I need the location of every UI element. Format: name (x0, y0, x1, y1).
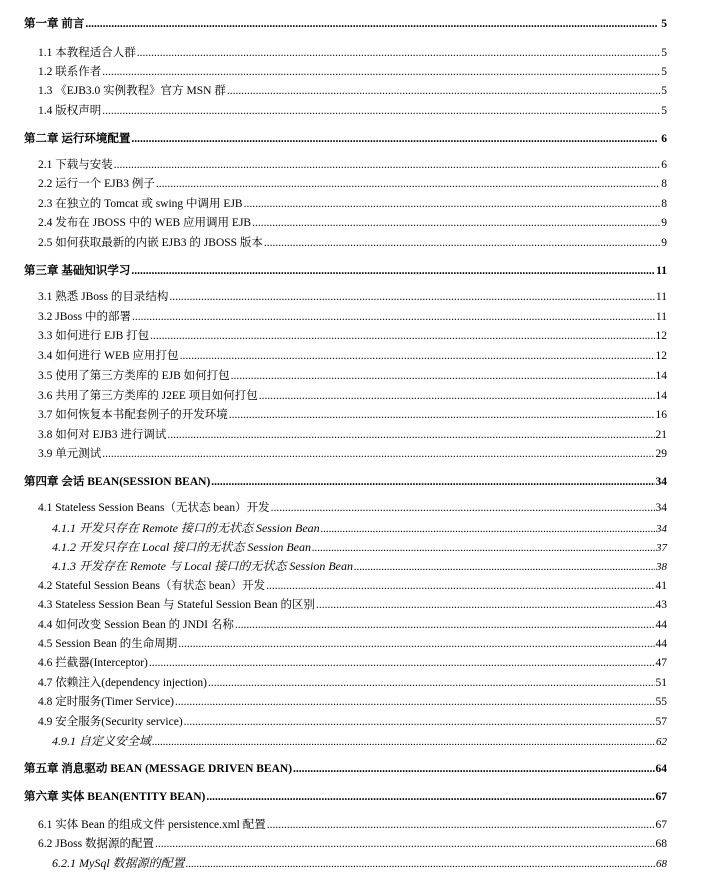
toc-section[interactable] (38, 175, 667, 191)
dot-leader (252, 217, 660, 229)
toc-section[interactable] (38, 387, 667, 403)
toc-section[interactable] (38, 654, 667, 670)
toc-entry-title: 2.4 发布在 JBOSS 中的 WEB 应用调用 EJB (38, 217, 252, 229)
toc-page-number: 37 (656, 542, 667, 554)
toc-entry-title: 2.1 下载与安装 (38, 159, 113, 171)
toc-page-number: 44 (655, 619, 667, 631)
dot-leader (180, 350, 655, 362)
toc-entry-title: 3.4 如何进行 WEB 应用打包 (38, 350, 179, 362)
toc-section[interactable] (38, 63, 667, 79)
toc-page-number: 57 (655, 716, 667, 728)
toc-page-number: 38 (656, 561, 667, 573)
toc-page-number: 51 (655, 677, 667, 689)
toc-section[interactable] (38, 445, 667, 461)
toc-section[interactable] (38, 406, 667, 422)
toc-entry-title: 1.1 本教程适合人群 (38, 47, 136, 59)
toc-section[interactable] (38, 635, 667, 651)
dot-leader (102, 66, 660, 78)
toc-entry-title: 4.8 定时服务(Timer Service) (38, 696, 174, 708)
toc-page-number: 6 (661, 133, 667, 145)
dot-leader (114, 159, 661, 171)
toc-page-number: 64 (655, 763, 667, 775)
toc-entry-title: 第三章 基础知识学习 (24, 265, 131, 277)
toc-entry-title: 2.2 运行一个 EJB3 例子 (38, 178, 155, 190)
toc-subsection[interactable] (52, 732, 667, 749)
toc-section[interactable] (38, 835, 667, 851)
toc-page-number: 9 (661, 217, 667, 229)
toc-section[interactable] (38, 214, 667, 230)
dot-leader (85, 18, 658, 30)
toc-page-number: 5 (661, 66, 667, 78)
toc-page-number: 62 (656, 736, 667, 748)
toc-entry-title: 6.1 实体 Bean 的组成文件 persistence.xml 配置 (38, 819, 266, 831)
dot-leader (186, 858, 655, 870)
toc-section[interactable] (38, 347, 667, 363)
toc-entry-title: 4.6 拦截器(Interceptor) (38, 657, 148, 669)
toc-section[interactable] (38, 816, 667, 832)
toc-section[interactable] (38, 693, 667, 709)
toc-page-number: 67 (655, 819, 667, 831)
toc-page-number: 8 (661, 178, 667, 190)
dot-leader (316, 599, 655, 611)
dot-leader (184, 716, 655, 728)
dot-leader (271, 502, 655, 514)
dot-leader (131, 265, 655, 277)
dot-leader (266, 580, 654, 592)
dot-leader (137, 47, 661, 59)
toc-entry-title: 4.2 Stateful Session Beans（有状态 bean）开发 (38, 580, 266, 592)
toc-entry-title: 3.7 如何恢复本书配套例子的开发环境 (38, 409, 228, 421)
toc-entry-title: 4.1 Stateless Session Beans（无状态 bean）开发 (38, 502, 270, 514)
dot-leader (152, 736, 655, 748)
toc-entry-title: 3.6 共用了第三方类库的 J2EE 项目如何打包 (38, 390, 258, 402)
toc-entry-title: 4.4 如何改变 Session Bean 的 JNDI 名称 (38, 619, 234, 631)
dot-leader (244, 198, 661, 210)
dot-leader (102, 105, 660, 117)
toc-page-number: 9 (661, 237, 667, 249)
toc-entry-title: 4.1.3 开发存在 Remote 与 Local 接口的无状态 Session Bean (52, 559, 353, 573)
toc-entry-title: 3.2 JBoss 中的部署 (38, 311, 131, 323)
toc-section[interactable] (38, 674, 667, 690)
toc-entry-title: 4.5 Session Bean 的生命周期 (38, 638, 178, 650)
toc-subsection[interactable] (52, 538, 667, 555)
toc-page-number: 11 (655, 291, 667, 303)
toc-entry-title: 1.3 《EJB3.0 实例教程》官方 MSN 群 (38, 85, 226, 97)
toc-section[interactable] (38, 156, 667, 172)
toc-section[interactable] (38, 616, 667, 632)
toc-section[interactable] (38, 44, 667, 60)
toc-page-number: 44 (655, 638, 667, 650)
toc-section[interactable] (38, 596, 667, 612)
dot-leader (178, 638, 654, 650)
toc-entry-title: 3.3 如何进行 EJB 打包 (38, 330, 150, 342)
toc-chapter[interactable] (24, 473, 667, 489)
toc-entry-title: 6.2 JBoss 数据源的配置 (38, 838, 154, 850)
toc-entry-title: 3.1 熟悉 JBoss 的目录结构 (38, 291, 169, 303)
toc-entry-title: 第五章 消息驱动 BEAN (MESSAGE DRIVEN BEAN) (24, 763, 293, 775)
toc-subsection[interactable] (52, 519, 667, 536)
toc-page-number: 55 (655, 696, 667, 708)
dot-leader (102, 448, 654, 460)
toc-page-number: 41 (655, 580, 667, 592)
toc-entry-title: 4.7 依赖注入(dependency injection) (38, 677, 207, 689)
toc-entry-title: 2.3 在独立的 Tomcat 或 swing 中调用 EJB (38, 198, 243, 210)
toc-chapter[interactable] (24, 262, 667, 278)
dot-leader (312, 542, 655, 554)
toc-section[interactable] (38, 327, 667, 343)
toc-entry-title: 第一章 前言 (24, 18, 85, 30)
toc-page-number: 12 (655, 350, 667, 362)
toc-page-number: 5 (661, 18, 667, 30)
toc-section[interactable] (38, 713, 667, 729)
toc-page-number: 6 (661, 159, 667, 171)
dot-leader (264, 237, 660, 249)
toc-page-number: 11 (655, 311, 667, 323)
toc-page-number: 5 (661, 105, 667, 117)
toc-entry-title: 3.5 使用了第三方类库的 EJB 如何打包 (38, 370, 230, 382)
dot-leader (293, 763, 654, 775)
toc-entry-title: 4.1.1 开发只存在 Remote 接口的无状态 Session Bean (52, 521, 320, 535)
toc-subsection[interactable] (52, 854, 667, 871)
toc-page-number: 5 (661, 47, 667, 59)
toc-page-number: 67 (655, 791, 667, 803)
dot-leader (267, 819, 655, 831)
toc-entry-title: 第四章 会话 BEAN(SESSION BEAN) (24, 476, 211, 488)
dot-leader (354, 561, 655, 573)
dot-leader (155, 838, 655, 850)
toc-page-number: 14 (655, 370, 667, 382)
toc-section[interactable] (38, 499, 667, 515)
toc-page-number: 43 (655, 599, 667, 611)
toc-section[interactable] (38, 234, 667, 250)
toc-entry-title: 第六章 实体 BEAN(ENTITY BEAN) (24, 791, 206, 803)
toc-chapter[interactable] (24, 788, 667, 804)
toc-page-number: 16 (655, 409, 667, 421)
toc-section[interactable] (38, 367, 667, 383)
toc-entry-title: 3.9 单元测试 (38, 448, 102, 460)
dot-leader (321, 523, 655, 535)
toc-entry-title: 6.2.1 MySql 数据源的配置 (52, 856, 185, 870)
toc-section[interactable] (38, 577, 667, 593)
toc-page-number: 47 (655, 657, 667, 669)
dot-leader (131, 133, 658, 145)
toc-entry-title: 4.1.2 开发只存在 Local 接口的无状态 Session Bean (52, 540, 311, 554)
toc-chapter[interactable] (24, 130, 667, 146)
dot-leader (206, 791, 654, 803)
toc-page-number: 5 (661, 85, 667, 97)
dot-leader (175, 696, 655, 708)
toc-entry-title: 4.9.1 自定义安全域 (52, 734, 152, 748)
dot-leader (211, 476, 654, 488)
toc-page-number: 34 (655, 502, 667, 514)
dot-leader (167, 429, 654, 441)
toc-page-number: 14 (655, 390, 667, 402)
toc-entry-title: 4.3 Stateless Session Bean 与 Stateful Session Bean 的区别 (38, 599, 315, 611)
dot-leader (235, 619, 655, 631)
toc-section[interactable] (38, 82, 667, 98)
toc-entry-title: 1.4 版权声明 (38, 105, 102, 117)
toc-page-number: 29 (655, 448, 667, 460)
toc-entry-title: 4.9 安全服务(Security service) (38, 716, 183, 728)
toc-chapter[interactable] (24, 15, 667, 31)
dot-leader (227, 85, 660, 97)
toc-page-number: 11 (656, 265, 667, 277)
toc-page-number: 34 (656, 523, 667, 535)
dot-leader (208, 677, 655, 689)
toc-entry-title: 1.2 联系作者 (38, 66, 102, 78)
dot-leader (169, 291, 655, 303)
toc-page-number: 12 (655, 330, 667, 342)
toc-entry-title: 第二章 运行环境配置 (24, 133, 131, 145)
dot-leader (231, 370, 655, 382)
toc-page-number: 68 (655, 838, 667, 850)
toc-section[interactable] (38, 195, 667, 211)
dot-leader (132, 311, 655, 323)
toc-page-number: 34 (655, 476, 667, 488)
toc-section[interactable] (38, 102, 667, 118)
toc-entry-title: 3.8 如何对 EJB3 进行调试 (38, 429, 167, 441)
toc-page-number: 8 (661, 198, 667, 210)
toc-entry-title: 2.5 如何获取最新的内嵌 EJB3 的 JBOSS 版本 (38, 237, 263, 249)
dot-leader (150, 330, 654, 342)
toc-section[interactable] (38, 308, 667, 324)
toc-page-number: 68 (656, 858, 667, 870)
toc-subsection[interactable] (52, 557, 667, 574)
dot-leader (229, 409, 655, 421)
toc-section[interactable] (38, 426, 667, 442)
toc-chapter[interactable] (24, 760, 667, 776)
dot-leader (149, 657, 655, 669)
toc-section[interactable] (38, 288, 667, 304)
toc-page-number: 21 (655, 429, 667, 441)
dot-leader (156, 178, 660, 190)
dot-leader (259, 390, 655, 402)
